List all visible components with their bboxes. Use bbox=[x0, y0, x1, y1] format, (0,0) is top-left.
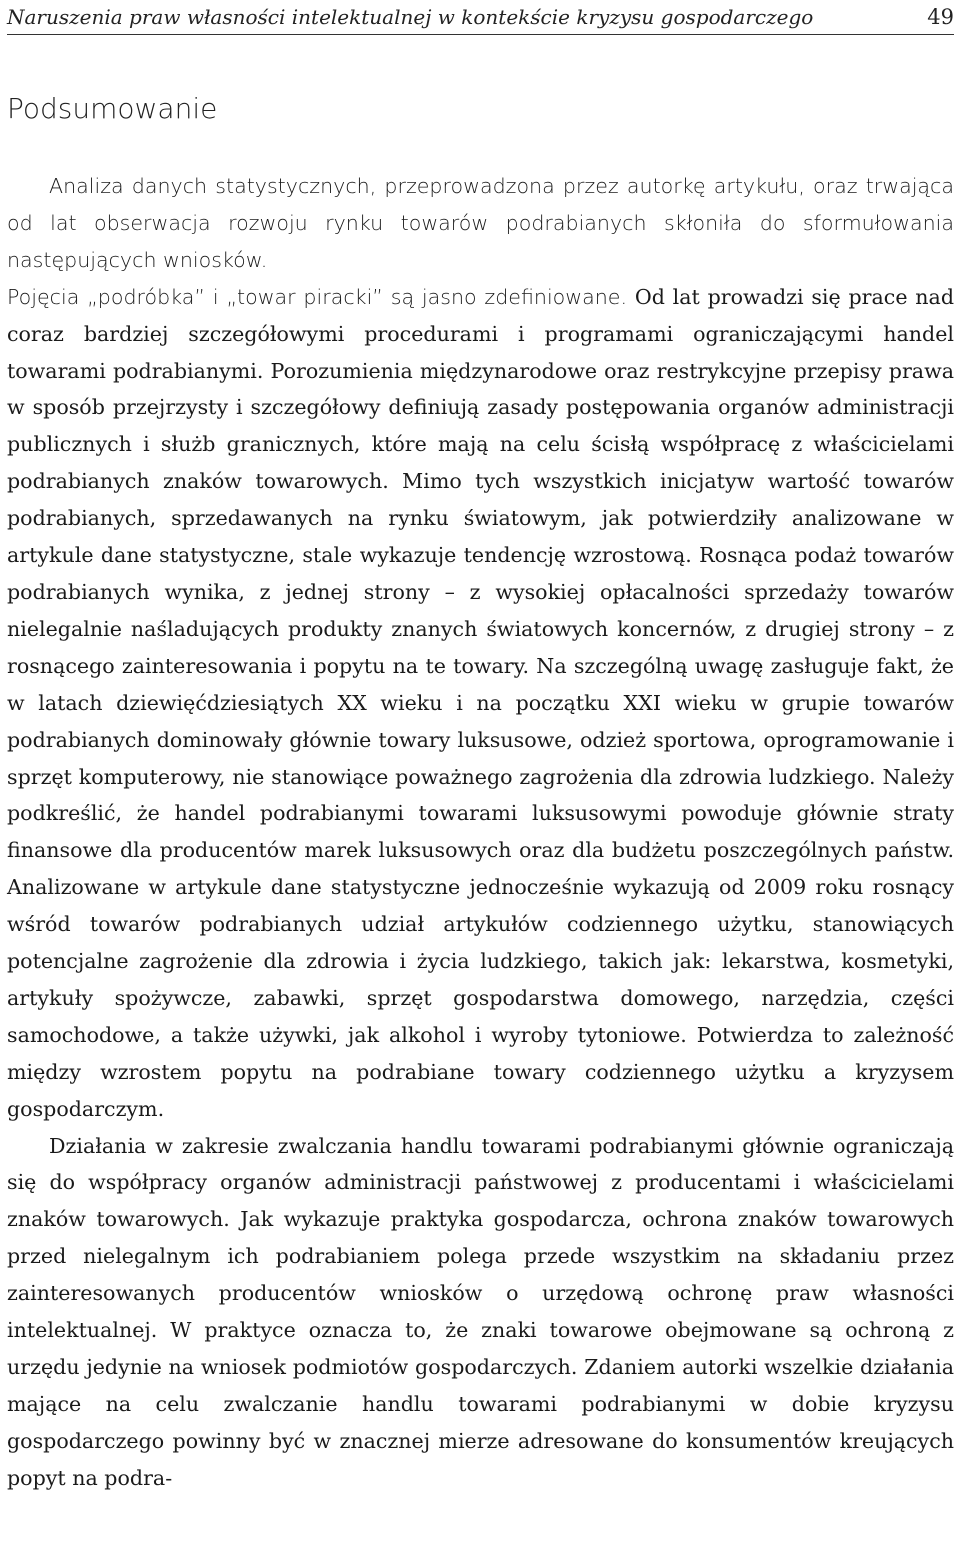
paragraph-text: Od lat prowadzi się prace nad coraz bardziej szczegółowymi procedurami i programami ograniczającymi handel towarami podrabianymi. Porozumienia międzynarodowe oraz restrykcyjne przepisy prawa w sposób przejrzysty i szczegółowy definiują zasady postępowania organów administracji publicznych i służb granicznych, które mają na celu ścisłą współpracę z właścicielami podrabianych znaków towarowych. Mimo tych wszystkich inicjatyw wartość towarów podrabianych, sprzedawanych na rynku światowym, jak potwierdziły analizowane w artykule dane statystyczne, stale wykazuje tendencję wzrostową. Rosnąca podaż towarów podrabianych wynika, z jednej strony – z wysokiej opłacalności sprzedaży towarów nielegalnie naśladujących produkty znanych światowych koncernów, z drugiej strony – z rosnącego zainteresowania i popytu na te towary. Na szczególną uwagę zasługuje fakt, że w latach dziewięćdziesiątych XX wieku i na początku XXI wieku w grupie towarów podrabianych dominowały głównie towary luksusowe, odzież sportowa, oprogramowanie i sprzęt komputerowy, nie stanowiące poważnego zagrożenia dla zdrowia ludzkiego. Należy podkreślić, że handel podrabianymi towarami luksusowymi powoduje głównie straty finansowe dla producentów marek luksusowych oraz dla budżetu poszczególnych państw. Analizowane w artykule dane statystyczne jednocześnie wykazują od 2009 roku rosnący wśród towarów podrabianych udział artykułów codziennego użytku, stanowiących potencjalne zagrożenie dla zdrowia i życia ludzkiego, takich jak: lekarstwa, kosmetyki, artykuły spożywcze, zabawki, sprzęt gospodarstwa domowego, narzędzia, części samochodowe, a także używki, jak alkohol i wyroby tytoniowe. Potwierdza to zależność między wzrostem popytu na podrabiane towary codziennego użytku a kryzysem gospodarczym. bbox=[7, 284, 955, 1121]
body-text bbox=[7, 168, 954, 1497]
paragraph-text: Działania w zakresie zwalczania handlu towarami podrabianymi głównie ograniczają się do współpracy organów administracji państwowej z producentami i właścicielami znaków towarowych. Jak wykazuje praktyka gospodarcza, ochrona znaków towarowych przed nielegalnym ich podrabianiem polega przede wszystkim na składaniu przez zainteresowanych producentów wniosków o urzędową ochronę praw własności intelektualnej. W praktyce oznacza to, że znaki towarowe obejmowane są ochroną z urzędu jedynie na wniosek podmiotów gospodarczych. Zdaniem autorki wszelkie działania mające na celu zwalczanie handlu towarami podrabianymi w dobie kryzysu gospodarczego powinny być w znacznej mierze adresowane do konsumentów kreujących popyt na podra- bbox=[7, 1133, 954, 1490]
paragraph bbox=[7, 168, 954, 1128]
page-number: 49 bbox=[927, 5, 954, 29]
paragraph-lead-2: Pojęcia „podróbka” i „towar piracki” są jasno zdefiniowane. bbox=[7, 284, 628, 309]
paragraph bbox=[7, 1128, 954, 1497]
section-title: Podsumowanie bbox=[7, 92, 218, 125]
paragraph-lead: Analiza danych statystycznych, przeprowadzona przez autorkę artykułu, oraz trwająca od lat obserwacja rozwoju rynku towarów podrabianych skłoniła do sformułowania następujących wniosków. bbox=[7, 174, 954, 272]
page-header bbox=[7, 0, 954, 35]
running-title: Naruszenia praw własności intelektualnej w kontekście kryzysu gospodarczego bbox=[7, 5, 814, 29]
